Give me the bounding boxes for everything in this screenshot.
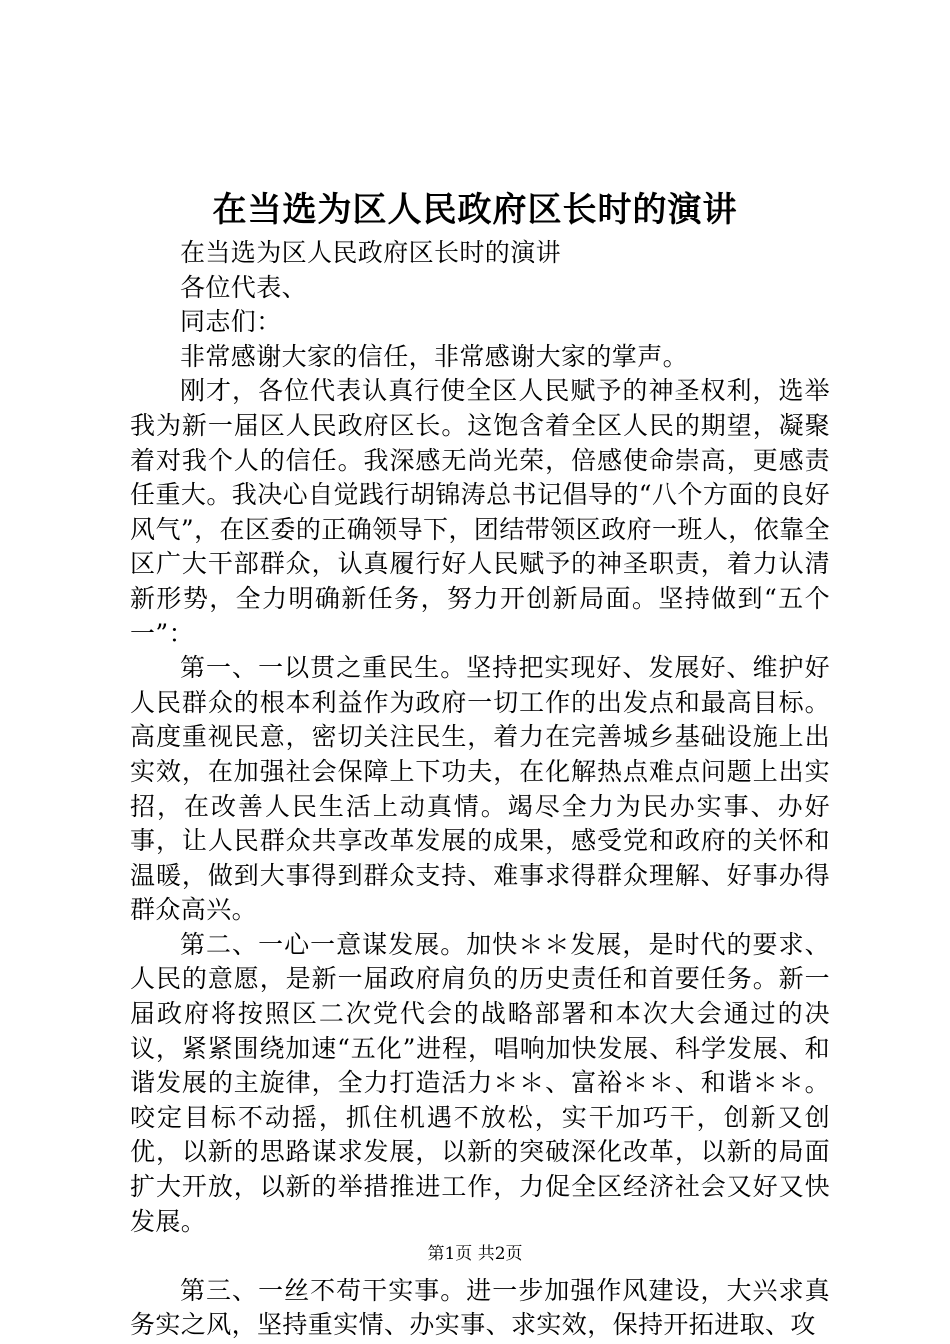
paragraph-salutation-delegates: 各位代表、 — [180, 272, 308, 302]
paragraph-salutation-comrades: 同志们： — [180, 307, 282, 337]
document-title: 在当选为区人民政府区长时的演讲 — [212, 190, 738, 230]
paragraph-thanks: 非常感谢大家的信任，非常感谢大家的掌声。 — [180, 341, 689, 371]
paragraph-heading-repeat: 在当选为区人民政府区长时的演讲 — [180, 238, 562, 267]
document-body — [130, 236, 830, 1343]
paragraph-point-two: 第二、一心一意谋发展。加快＊＊发展，是时代的要求、人民的意愿，是新一届政府肩负的历史责任和首要任务。新一届政府将按照区二次党代会的战略部署和本次大会通过的决议，紧紧围绕加速“五化”进程，唱响加快发展、科学发展、和谐发展的主旋律，全力打造活力＊＊、富裕＊＊、和谐＊＊。咬定目标不动摇，抓住机遇不放松，实干加巧干，创新又创优，以新的思路谋求发展，以新的突破深化改革，以新的局面扩大开放，以新的举措推进工作，力促全区经济社会又好又快发展。 — [130, 929, 830, 1236]
paragraph-point-three: 第三、一丝不苟干实事。进一步加强作风建设，大兴求真务实之风，坚持重实情、办实事、求实效，保持开拓进取、攻 — [130, 1275, 830, 1340]
page-footer: 第1页 共2页 — [427, 1244, 523, 1264]
paragraph-intro: 刚才，各位代表认真行使全区人民赋予的神圣权利，选举我为新一届区人民政府区长。这饱含着全区人民的期望，凝聚着对我个人的信任。我深感无尚光荣，倍感使命崇高，更感责任重大。我决心自觉践行胡锦涛总书记倡导的“八个方面的良好风气”，在区委的正确领导下，团结带领区政府一班人，依靠全区广大干部群众，认真履行好人民赋予的神圣职责，着力认清新形势，全力明确新任务，努力开创新局面。坚持做到“五个一”： — [130, 376, 830, 648]
paragraph-point-one: 第一、一以贯之重民生。坚持把实现好、发展好、维护好人民群众的根本利益作为政府一切工作的出发点和最高目标。高度重视民意，密切关注民生，着力在完善城乡基础设施上出实效，在加强社会保障上下功夫，在化解热点难点问题上出实招，在改善人民生活上动真情。竭尽全力为民办实事、办好事，让人民群众共享改革发展的成果，感受党和政府的关怀和温暖，做到大事得到群众支持、难事求得群众理解、好事办得群众高兴。 — [130, 653, 830, 925]
